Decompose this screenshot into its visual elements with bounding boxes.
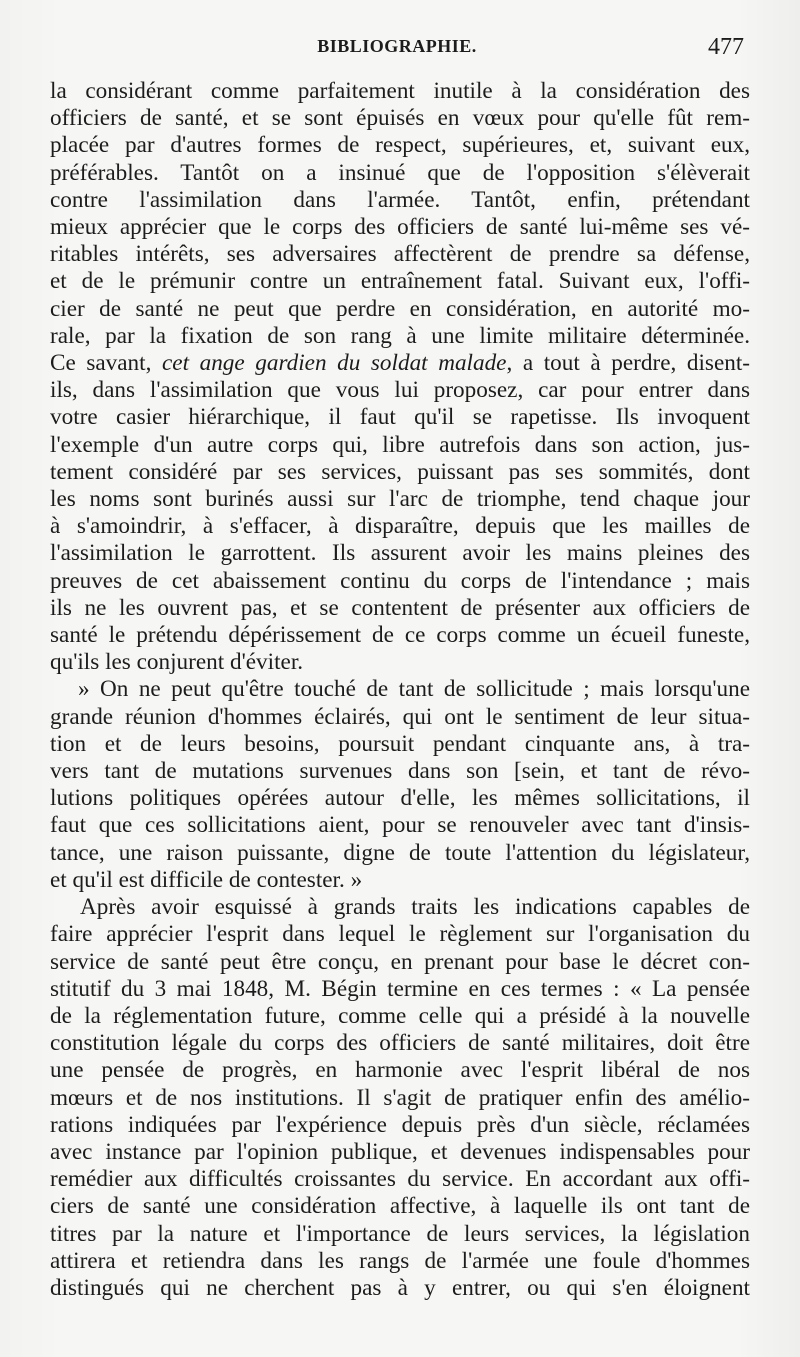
text-line: préférables. Tantôt on a insinué que de l'opposition s'élèverait — [50, 159, 750, 186]
text-line: votre casier hiérarchique, il faut qu'il se rapetisse. Ils invoquent — [50, 404, 750, 431]
text-line: tance, une raison puissante, digne de toute l'attention du législateur, — [50, 839, 750, 866]
text-line: placée par d'autres formes de respect, supérieures, et, suivant eux, — [50, 132, 750, 159]
text-line: Après avoir esquissé à grands traits les indications capables de — [80, 894, 750, 921]
text-line: stitutif du 3 mai 1848, M. Bégin termine en ces termes : « La pensée — [50, 975, 750, 1002]
text-line: officiers de santé, et se sont épuisés en vœux pour qu'elle fût rem- — [50, 105, 750, 132]
text-line: mieux apprécier que le corps des officiers de santé lui-même ses vé- — [50, 214, 750, 241]
text-line: grande réunion d'hommes éclairés, qui ont le sentiment de leur situa- — [50, 703, 750, 730]
running-head: BIBLIOGRAPHIE. — [317, 36, 477, 56]
page-header — [50, 34, 744, 62]
text-line: l'exemple d'un autre corps qui, libre autrefois dans son action, jus- — [50, 431, 750, 458]
text-line: constitution légale du corps des officiers de santé militaires, doit être — [50, 1030, 750, 1057]
text-line: ciers de santé une considération affective, à laquelle ils ont tant de — [50, 1193, 750, 1220]
text-line: ritables intérêts, ses adversaires affectèrent de prendre sa défense, — [50, 241, 750, 268]
italic-quote: cet ange gardien du soldat malade — [161, 350, 507, 377]
text-line: la considérant comme parfaitement inutile à la considération des — [50, 78, 750, 104]
paragraph-2 — [50, 676, 750, 894]
text-line: une pensée de progrès, en harmonie avec l'esprit libéral de nos — [50, 1057, 750, 1084]
paragraph-1 — [50, 78, 750, 676]
text-line: et qu'il est difficile de contester. » — [50, 866, 363, 893]
text-line: service de santé peut être conçu, en prenant pour base le décret con- — [50, 948, 750, 975]
text-line-with-italic — [50, 350, 750, 377]
text-line: remédier aux difficultés croissantes du service. En accordant aux offi- — [50, 1166, 750, 1193]
text-line: contre l'assimilation dans l'armée. Tantôt, enfin, prétendant — [50, 186, 750, 213]
text-line: tement considéré par ses services, puissant pas ses sommités, dont — [50, 458, 750, 485]
text-line: rale, par la fixation de son rang à une limite militaire déterminée. — [50, 322, 750, 349]
text-line: ils, dans l'assimilation que vous lui proposez, car pour entrer dans — [50, 377, 750, 404]
text-line: cier de santé ne peut que perdre en considération, en autorité mo- — [50, 295, 750, 322]
text-line: preuves de cet abaissement continu du corps de l'intendance ; mais — [50, 567, 750, 594]
text-line: tion et de leurs besoins, poursuit pendant cinquante ans, à tra- — [50, 730, 750, 757]
text-line: attirera et retiendra dans les rangs de l'armée une foule d'hommes — [50, 1247, 750, 1274]
page-number: 477 — [708, 34, 744, 60]
text-line: distingués qui ne cherchent pas à y entrer, ou qui s'en éloignent — [50, 1274, 750, 1301]
text-line: ils ne les ouvrent pas, et se contentent de présenter aux officiers de — [50, 594, 750, 621]
text-line: faire apprécier l'esprit dans lequel le règlement sur l'organisation du — [50, 921, 750, 948]
text-run: , a tout à perdre, disent- — [506, 350, 750, 377]
text-line: mœurs et de nos institutions. Il s'agit de pratiquer enfin des amélio- — [50, 1084, 750, 1111]
text-line: santé le prétendu dépérissement de ce corps comme un écueil funeste, — [50, 622, 750, 649]
text-line: qu'ils les conjurent d'éviter. — [50, 649, 304, 676]
page-body — [50, 78, 750, 1302]
text-line: les noms sont burinés aussi sur l'arc de triomphe, tend chaque jour — [50, 486, 750, 513]
text-line: faut que ces sollicitations aient, pour se renouveler avec tant d'insis- — [50, 812, 750, 839]
text-line: lutions politiques opérées autour d'elle, les mêmes sollicitations, il — [50, 785, 750, 812]
text-line: l'assimilation le garrottent. Ils assurent avoir les mains pleines des — [50, 540, 750, 567]
paragraph-3 — [50, 894, 750, 1302]
text-line: vers tant de mutations survenues dans son [sein, et tant de révo- — [50, 758, 750, 785]
text-line: avec instance par l'opinion publique, et devenues indispensables pour — [50, 1138, 750, 1165]
text-line: à s'amoindrir, à s'effacer, à disparaître, depuis que les mailles de — [50, 513, 750, 540]
text-line: de la réglementation future, comme celle qui a présidé à la nouvelle — [50, 1002, 750, 1029]
text-line: rations indiquées par l'expérience depuis près d'un siècle, réclamées — [50, 1111, 750, 1138]
text-line: et de le prémunir contre un entraînement fatal. Suivant eux, l'offi- — [50, 268, 750, 295]
text-line: » On ne peut qu'être touché de tant de sollicitude ; mais lorsqu'une — [78, 676, 750, 703]
text-run: Ce savant, — [50, 350, 162, 377]
text-line: titres par la nature et l'importance de leurs services, la législation — [50, 1220, 750, 1247]
